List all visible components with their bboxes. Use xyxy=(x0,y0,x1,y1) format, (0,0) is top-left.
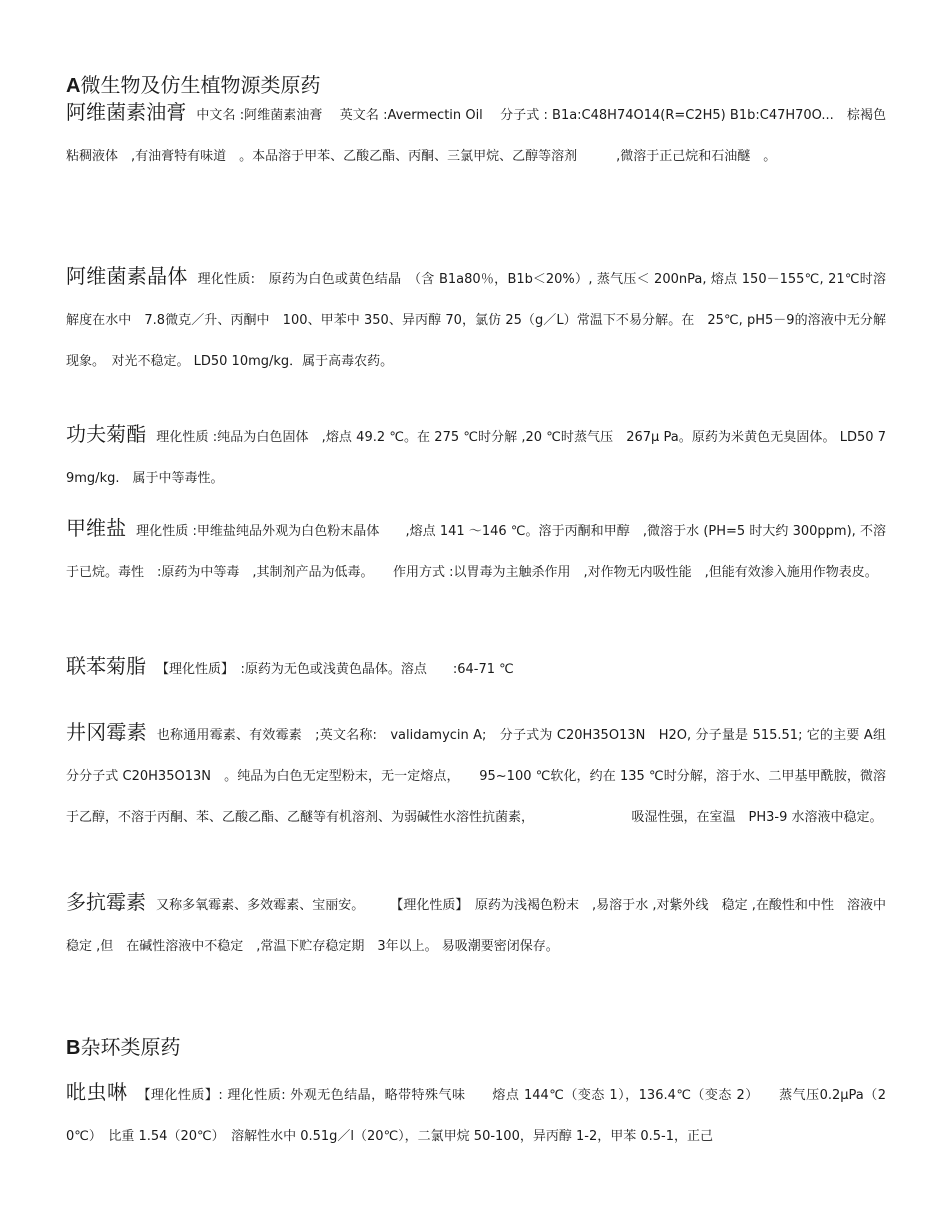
entry-text: 理化性质 :纯品为白色固体 ,熔点 49.2 ℃。在 275 ℃时分解 ,20 ℃时蒸气压 267μ Pa。原药为米黄色无臭固体。 LD50 79mg/kg. 属于中等毒性。 xyxy=(66,430,886,486)
section-letter: B xyxy=(66,1037,81,1059)
entry-polyoxin xyxy=(66,882,886,967)
entry-text: 【理化性质】 :原药为无色或浅黄色晶体。溶点 :64-71 ℃ xyxy=(156,662,514,677)
entry-avermectin-crystal xyxy=(66,256,886,382)
entry-text: 理化性质 :甲维盐纯品外观为白色粉末晶体 ,熔点 141 ～146 ℃。溶于丙酮和甲醇 ,微溶于水 (PH=5 时大约 300ppm), 不溶于已烷。毒性 :原药为中等毒 ,其制剂产品为低毒。 作用方式 :以胃毒为主触杀作用 ,对作物无内吸性能 ,但能有效渗入施用作物表皮。 xyxy=(66,524,887,580)
entry-lambda-cyhalothrin xyxy=(66,414,886,499)
entry-validamycin xyxy=(66,712,886,838)
entry-text: 理化性质: 原药为白色或黄色结晶 （含 B1a80％，B1b＜20%）, 蒸气压＜ 200nPa, 熔点 150－155℃, 21℃时溶解度在水中 7.8微克／升、丙酮中 100、甲苯中 350、异丙醇 70，氯仿 25（g／L）常温下不易分解。在 25℃, pH5－9的溶液中无分解现象。 对光不稳定。 LD50 10mg/kg．属于高毒农药。 xyxy=(66,272,887,369)
entry-text: 【理化性质】: 理化性质: 外观无色结晶，略带特殊气味 熔点 144℃（变态 1），136.4℃（变态 2） 蒸气压0.2μPa（20℃） 比重 1.54（20℃） 溶解性水中 0.51g／l（20℃），二氯甲烷 50-100，异丙醇 1-2，甲苯 0.5-1，正己 xyxy=(66,1088,887,1144)
entry-name: 联苯菊脂 xyxy=(66,654,146,678)
entry-name: 多抗霉素 xyxy=(66,890,147,914)
section-heading-b xyxy=(66,1034,886,1061)
entry-imidacloprid xyxy=(66,1072,886,1157)
entry-text: 也称通用霉素、有效霉素 ;英文名称: validamycin A; 分子式为 C20H35O13N H2O, 分子量是 515.51; 它的主要 A组分分子式 C20H35O13N 。纯品为白色无定型粉末，无一定熔点， 95~100 ℃软化，约在 135 ℃时分解，溶于水、二甲基甲酰胺，微溶于乙醇，不溶于丙酮、苯、乙酸乙酯、乙醚等有机溶剂、为弱碱性水溶性抗菌素， 吸湿性强，在室温 PH3-9 水溶液中稳定。 xyxy=(66,728,886,825)
entry-name: 阿维菌素晶体 xyxy=(66,264,188,288)
entry-name: 功夫菊酯 xyxy=(66,422,147,446)
entry-name: 甲维盐 xyxy=(66,516,127,540)
entry-avermectin-oil xyxy=(66,92,886,177)
entry-text: 又称多氧霉素、多效霉素、宝丽安。 【理化性质】 原药为浅褐色粉末 ,易溶于水 ,对紫外线 稳定 ,在酸性和中性 溶液中稳定 ,但 在碱性溶液中不稳定 ,常温下贮存稳定期 3年以上。 易吸潮要密闭保存。 xyxy=(66,898,887,954)
section-title-text: 微生物及仿生植物源类原药 xyxy=(80,73,321,97)
section-letter: A xyxy=(66,75,81,97)
entry-text: 中文名 :阿维菌素油膏 英文名 :Avermectin Oil 分子式 : B1a:C48H74O14(R=C2H5) B1b:C47H70O... 棕褐色粘稠液体 ,有油膏特有味道 。本品溶于甲苯、乙酸乙酯、丙酮、三氯甲烷、乙醇等溶剂 ,微溶于正己烷和石油醚 。 xyxy=(66,108,887,164)
entry-name: 井冈霉素 xyxy=(66,720,147,744)
entry-name: 吡虫啉 xyxy=(66,1080,128,1104)
entry-bifenthrin xyxy=(66,646,886,690)
entry-name: 阿维菌素油膏 xyxy=(66,100,187,124)
section-title-text: 杂环类原药 xyxy=(80,1035,181,1059)
entry-emamectin-benzoate xyxy=(66,508,886,593)
